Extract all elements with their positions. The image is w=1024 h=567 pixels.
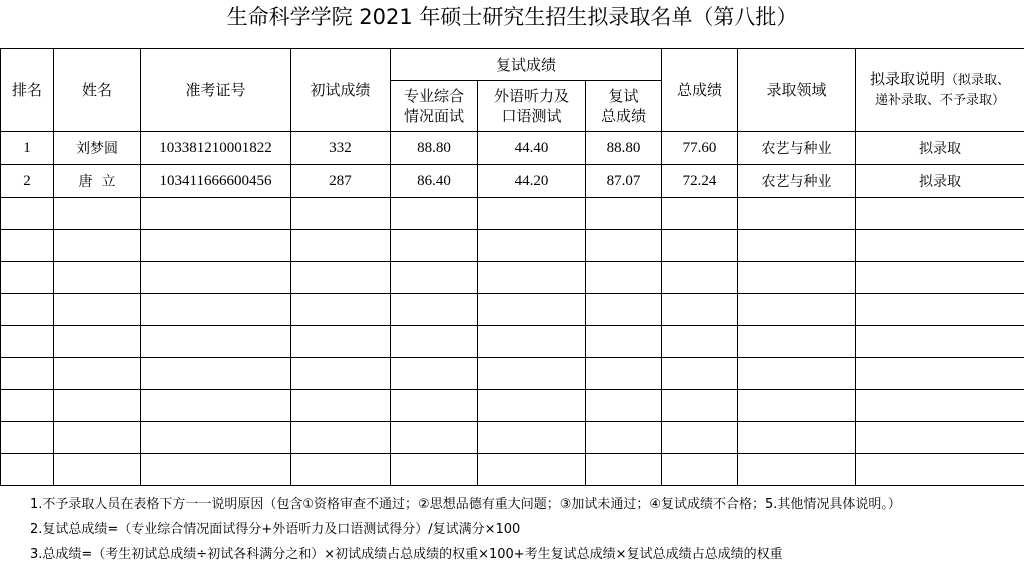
cell-exam-id: 103381210001822 [141, 132, 291, 165]
empty-row [1, 326, 1024, 358]
cell-exam-id: 103411666600456 [141, 165, 291, 198]
cell-initial-score: 287 [291, 165, 391, 198]
header-initial-score: 初试成绩 [291, 49, 391, 132]
cell-language: 44.40 [478, 132, 586, 165]
header-exam-id: 准考证号 [141, 49, 291, 132]
cell-initial-score: 332 [291, 132, 391, 165]
header-admission-note-title: 拟录取说明 [870, 70, 946, 88]
footnote-1: 1.不予录取人员在表格下方一一说明原因（包含①资格审查不通过；②思想品德有重大问题；③加试未通过；④复试成绩不合格；5.其他情况具体说明。） [30, 497, 901, 512]
empty-row [1, 454, 1024, 486]
empty-row [1, 390, 1024, 422]
header-admission-note [856, 49, 1024, 132]
header-retest-interview-line2: 情况面试 [403, 107, 464, 125]
header-retest-language [478, 81, 586, 132]
empty-row [1, 262, 1024, 294]
footnote-2: 2.复试总成绩=（专业综合情况面试得分+外语听力及口语测试得分）/复试满分×100 [30, 522, 521, 537]
cell-retest-total: 88.80 [586, 132, 662, 165]
header-retest-total-line1: 复试 [608, 87, 639, 105]
empty-row [1, 230, 1024, 262]
header-row-1 [1, 49, 1024, 81]
cell-name: 刘梦圆 [54, 132, 141, 165]
empty-row [1, 294, 1024, 326]
empty-row [1, 422, 1024, 454]
header-total-score: 总成绩 [662, 49, 738, 132]
header-retest-language-line1: 外语听力及 [493, 87, 569, 105]
header-admission-note-line2: 递补录取、不予录取） [875, 93, 1006, 108]
cell-rank: 2 [1, 165, 54, 198]
table-row [1, 165, 1024, 198]
cell-retest-total: 87.07 [586, 165, 662, 198]
empty-row [1, 358, 1024, 390]
header-retest-total [586, 81, 662, 132]
header-retest-interview-line1: 专业综合 [403, 87, 464, 105]
header-field: 录取领域 [738, 49, 856, 132]
header-retest-total-line2: 总成绩 [601, 107, 647, 125]
empty-row [1, 198, 1024, 230]
cell-interview: 86.40 [391, 165, 478, 198]
header-retest-interview [391, 81, 478, 132]
header-name: 姓名 [54, 49, 141, 132]
cell-total-score: 77.60 [662, 132, 738, 165]
cell-language: 44.20 [478, 165, 586, 198]
admission-table [0, 48, 1024, 486]
cell-rank: 1 [1, 132, 54, 165]
cell-note: 拟录取 [856, 165, 1024, 198]
header-retest-language-line2: 口语测试 [501, 107, 562, 125]
cell-field: 农艺与种业 [738, 165, 856, 198]
header-admission-note-paren: （拟录取、 [945, 73, 1011, 88]
cell-field: 农艺与种业 [738, 132, 856, 165]
footnote-3: 3.总成绩=（考生初试总成绩÷初试各科满分之和）×初试成绩占总成绩的权重×100+考生复试总成绩×复试总成绩占总成绩的权重 [30, 547, 783, 562]
cell-note: 拟录取 [856, 132, 1024, 165]
header-retest-group: 复试成绩 [391, 49, 662, 81]
cell-interview: 88.80 [391, 132, 478, 165]
footnotes [30, 492, 901, 567]
header-rank: 排名 [1, 49, 54, 132]
page-title: 生命科学学院 2021 年硕士研究生招生拟录取名单（第八批） [226, 5, 798, 29]
table-row [1, 132, 1024, 165]
cell-name: 唐 立 [54, 165, 141, 198]
cell-total-score: 72.24 [662, 165, 738, 198]
